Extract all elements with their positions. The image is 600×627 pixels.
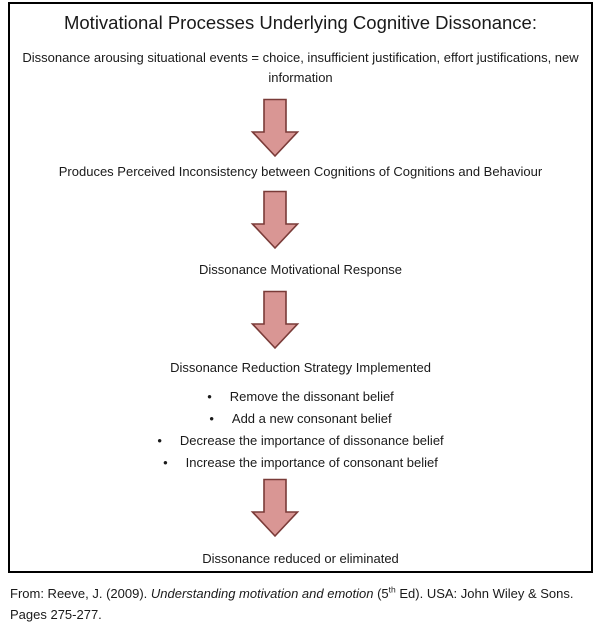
list-item	[10, 386, 591, 408]
citation-mid: (5	[373, 586, 389, 601]
list-item-label: Add a new consonant belief	[231, 411, 392, 426]
down-arrow-shape	[252, 480, 297, 537]
down-arrow-shape	[252, 292, 297, 349]
citation-suffix: Ed). USA: John Wiley & Sons.	[395, 586, 574, 601]
step-situational-events	[10, 48, 591, 88]
list-item-label: Remove the dissonant belief	[229, 389, 394, 404]
list-item	[10, 408, 591, 430]
list-item	[10, 430, 591, 452]
step-dissonance-reduced: Dissonance reduced or eliminated	[202, 551, 399, 566]
step-perceived-inconsistency: Produces Perceived Inconsistency between Cognitions of Cognitions and Behaviour	[58, 164, 543, 179]
step-situational-events-line2: information	[268, 70, 333, 85]
citation-prefix: From: Reeve, J. (2009).	[10, 586, 151, 601]
bullet-icon: •	[209, 411, 214, 426]
flow-arrow-4	[10, 478, 591, 538]
citation-book-title: Understanding motivation and emotion	[150, 586, 374, 601]
list-item	[10, 452, 591, 474]
list-item-label: Decrease the importance of dissonance belief	[179, 433, 444, 448]
bullet-icon: •	[207, 389, 212, 404]
down-arrow-shape	[252, 192, 297, 249]
down-arrow-icon	[250, 190, 300, 250]
step-reduction-strategy: Dissonance Reduction Strategy Implemented	[170, 360, 431, 375]
down-arrow-icon	[250, 290, 300, 350]
flow-arrow-3	[10, 290, 591, 350]
step-motivational-response: Dissonance Motivational Response	[198, 262, 403, 277]
bullet-icon: •	[157, 433, 162, 448]
diagram-frame	[8, 2, 593, 573]
strategy-list	[10, 386, 591, 474]
source-citation	[10, 583, 592, 625]
citation-line1	[10, 583, 592, 604]
bullet-icon: •	[163, 455, 168, 470]
citation-line2: Pages 275-277.	[10, 607, 102, 622]
flow-arrow-2	[10, 190, 591, 250]
down-arrow-icon	[250, 478, 300, 538]
citation-superscript: th	[388, 584, 396, 595]
flow-arrow-1	[10, 98, 591, 158]
down-arrow-shape	[252, 100, 297, 157]
down-arrow-icon	[250, 98, 300, 158]
list-item-label: Increase the importance of consonant belief	[185, 455, 438, 470]
step-situational-events-line1: Dissonance arousing situational events = choice, insufficient justification, effort justifications, new	[22, 50, 579, 65]
diagram-title: Motivational Processes Underlying Cognitive Dissonance:	[63, 12, 537, 33]
